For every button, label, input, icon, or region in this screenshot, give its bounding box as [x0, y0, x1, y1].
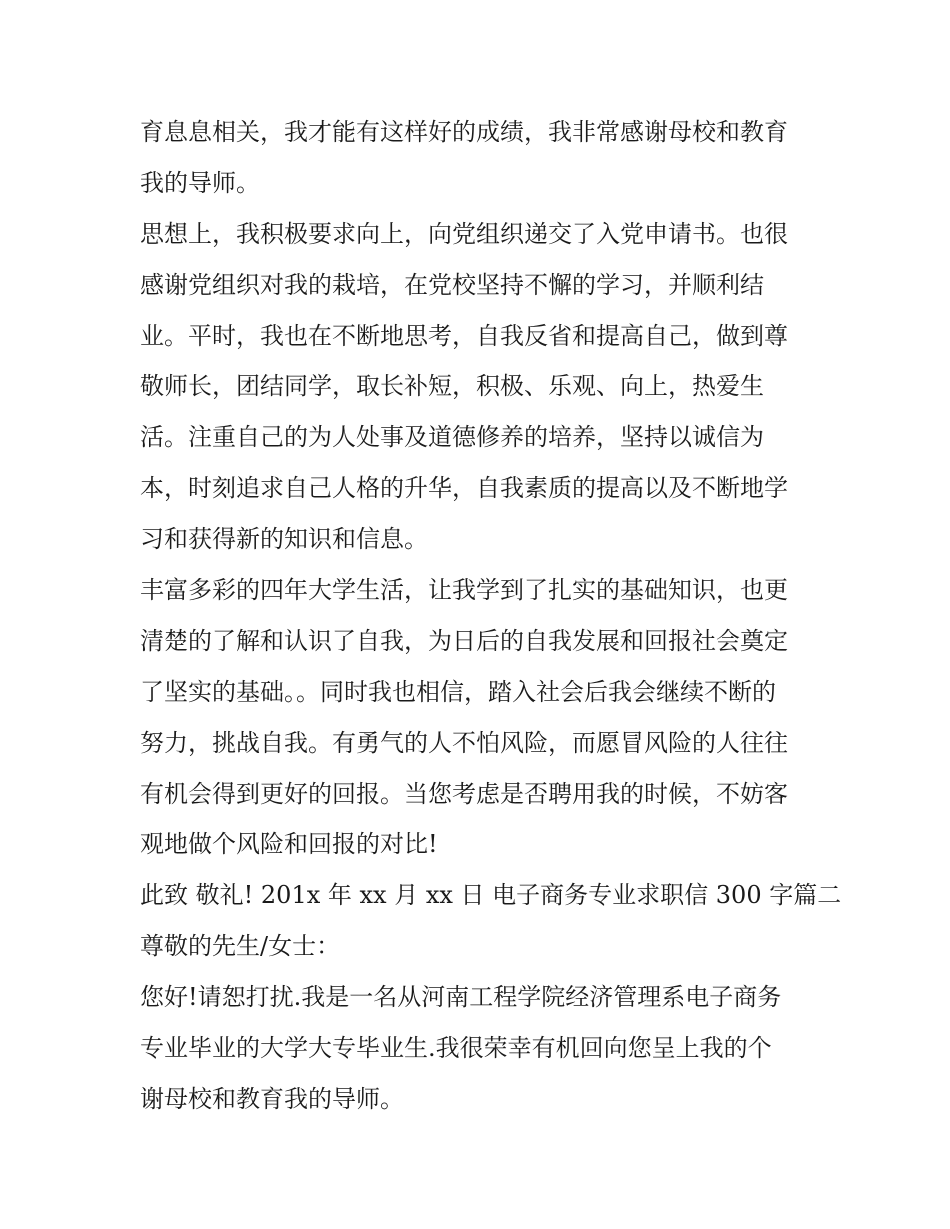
text-line: 丰富多彩的四年大学生活，让我学到了扎实的基础知识，也更 — [140, 576, 788, 605]
text-line: 观地做个风险和回报的对比! — [140, 830, 438, 859]
text-line: 您好!请恕打扰.我是一名从河南工程学院经济管理系电子商务 — [140, 983, 782, 1012]
text-line: 育息息相关，我才能有这样好的成绩，我非常感谢母校和教育 — [140, 118, 788, 146]
text-line: 清楚的了解和认识了自我，为日后的自我发展和回报社会奠定 — [140, 626, 788, 655]
text-line: 思想上，我积极要求向上，向党组织递交了入党申请书。也很 — [140, 219, 788, 248]
text-line: 专业毕业的大学大专毕业生.我很荣幸有机回向您呈上我的个 — [140, 1034, 772, 1063]
text-line: 活。注重自己的为人处事及道德修养的培养，坚持以诚信为 — [140, 423, 764, 452]
text-line: 感谢党组织对我的栽培，在党校坚持不懈的学习，并顺利结 — [140, 270, 764, 299]
text-line: 努力，挑战自我。有勇气的人不怕风险，而愿冒风险的人往往 — [140, 728, 788, 757]
text-line: 了坚实的基础。。同时我也相信，踏入社会后我会继续不断的 — [140, 677, 776, 706]
text-line: 习和获得新的知识和信息。 — [140, 525, 428, 554]
document-body — [140, 107, 842, 1125]
text-line: 有机会得到更好的回报。当您考虑是否聘用我的时候，不妨客 — [140, 779, 788, 808]
text-line: 谢母校和教育我的导师。 — [140, 1084, 404, 1113]
text-line: 本，时刻追求自己人格的升华，自我素质的提高以及不断地学 — [140, 474, 788, 503]
text-line: 敬师长，团结同学，取长补短，积极、乐观、向上，热爱生 — [140, 372, 764, 401]
text-line: 此致 敬礼! 201x 年 xx 月 xx 日 电子商务专业求职信 300 字篇二 — [140, 881, 842, 910]
text-line: 尊敬的先生/女士： — [140, 932, 341, 961]
text-line: 业。平时，我也在不断地思考，自我反省和提高自己，做到尊 — [140, 321, 788, 350]
text-line: 我的导师。 — [140, 168, 260, 197]
